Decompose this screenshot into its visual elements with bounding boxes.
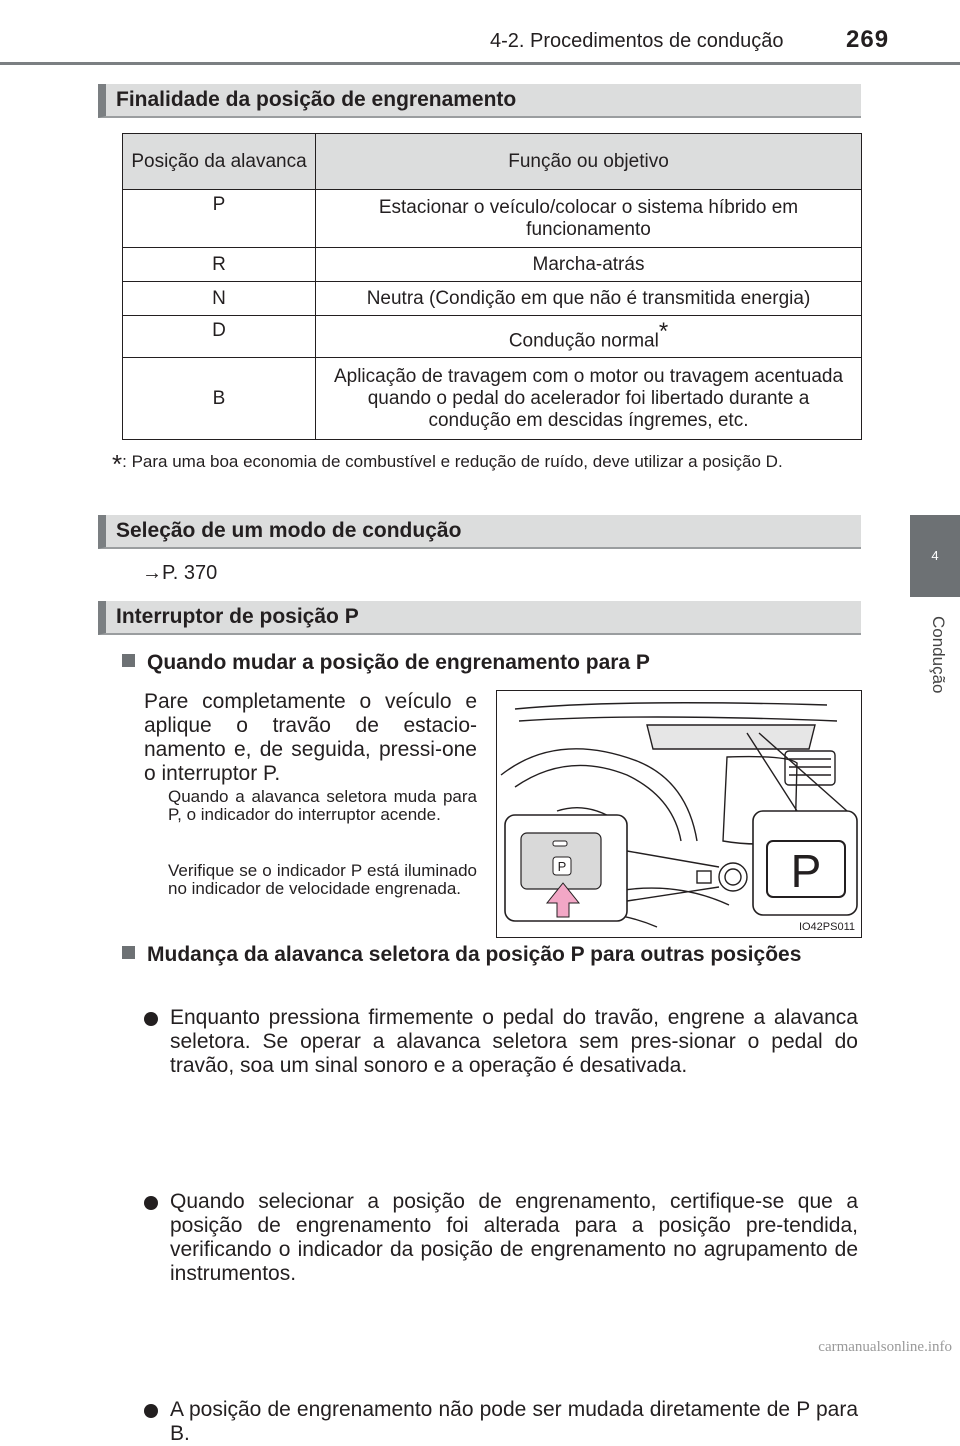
bullet-text: Enquanto pressiona firmemente o pedal do travão, engrene a alavanca seletora. Se operar a alavanca seletora sem pres-sionar o pedal do travão, soa um sinal sonoro e a operação é desativada. [170,1006,858,1077]
page-number: 269 [846,26,890,53]
bullet-dot-icon [144,1012,158,1026]
subheading-shift-from-p [122,940,857,970]
gear-position-table [122,133,862,440]
square-bullet-icon [122,946,135,959]
section-heading-p-switch: Interruptor de posição P [98,601,861,635]
section-heading-gear-purpose: Finalidade da posição de engrenamento [98,84,861,118]
note-text: Verifique se o indicador P está iluminado no indicador de velocidade engrenada. [168,861,477,898]
subheading-text: Mudança da alavanca seletora da posição P para outras posições [147,943,802,966]
chapter-label: Condução [929,616,948,694]
small-p-label: P [557,859,567,874]
table-cell-function: Aplicação de travagem com o motor ou travagem acentuada quando o pedal do acelerador foi libertado durante a condução em descidas íngremes, etc. [316,358,862,440]
table-footnote [112,449,858,479]
table-cell-position: D [123,316,316,358]
table-cell-function [316,316,862,358]
section-title: 4-2. Procedimentos de condução [490,30,784,52]
watermark: carmanualsonline.info [818,1339,952,1355]
footnote-text: : Para uma boa economia de combustível e redução de ruído, deve utilizar a posição D. [122,452,783,471]
footnote-marker: * [658,317,669,345]
header-rule [0,62,960,65]
note-text: Quando a alavanca seletora muda para P, o indicador do interruptor acende. [168,787,477,824]
table-row [123,358,862,440]
table-cell-position: P [123,190,316,248]
list-item [144,1190,858,1286]
table-header-position: Posição da alavanca [123,134,316,190]
bullet-text: Quando selecionar a posição de engrenamento, certifique-se que a posição de engrenamento foi alterada para a posição pre-tendida, verificando o indicador da posição de engrenamento no agrupamento de instrumentos. [170,1190,858,1285]
section-heading-drive-mode: Seleção de um modo de condução [98,515,861,549]
subheading-text: Quando mudar a posição de engrenamento para P [147,651,650,674]
dashboard-illustration [496,690,862,938]
list-item [144,1006,858,1078]
table-header-row [123,134,862,190]
table-header-function: Função ou objetivo [316,134,862,190]
large-p-label: P [790,845,822,897]
page-reference-link[interactable]: →P. 370 [142,562,218,584]
table-row [123,248,862,282]
table-row [123,190,862,248]
table-cell-function: Estacionar o veículo/colocar o sistema híbrido em funcionamento [316,190,862,248]
table-row [123,316,862,358]
table-cell-function: Neutra (Condição em que não é transmitida energia) [316,282,862,316]
footnote-star: * [112,449,123,479]
table-cell-position: B [123,358,316,440]
dashboard-drawing [497,691,861,937]
instruction-text: Pare completamente o veículo e aplique o travão de estacio-namento e, de seguida, pressi-one o interruptor P. [144,690,477,785]
chapter-tab: 4 [910,515,960,597]
bullet-text: A posição de engrenamento não pode ser mudada diretamente de P para B. [170,1398,858,1445]
bullet-dot-icon [144,1404,158,1418]
subheading-shift-to-p [122,648,650,678]
table-cell-position: R [123,248,316,282]
bullet-dot-icon [144,1196,158,1210]
list-item [144,1398,858,1446]
table-cell-position: N [123,282,316,316]
table-row [123,282,862,316]
function-text: Condução normal [508,330,659,352]
square-bullet-icon [122,654,135,667]
table-cell-function: Marcha-atrás [316,248,862,282]
figure-code: IO42PS011 [798,921,855,933]
